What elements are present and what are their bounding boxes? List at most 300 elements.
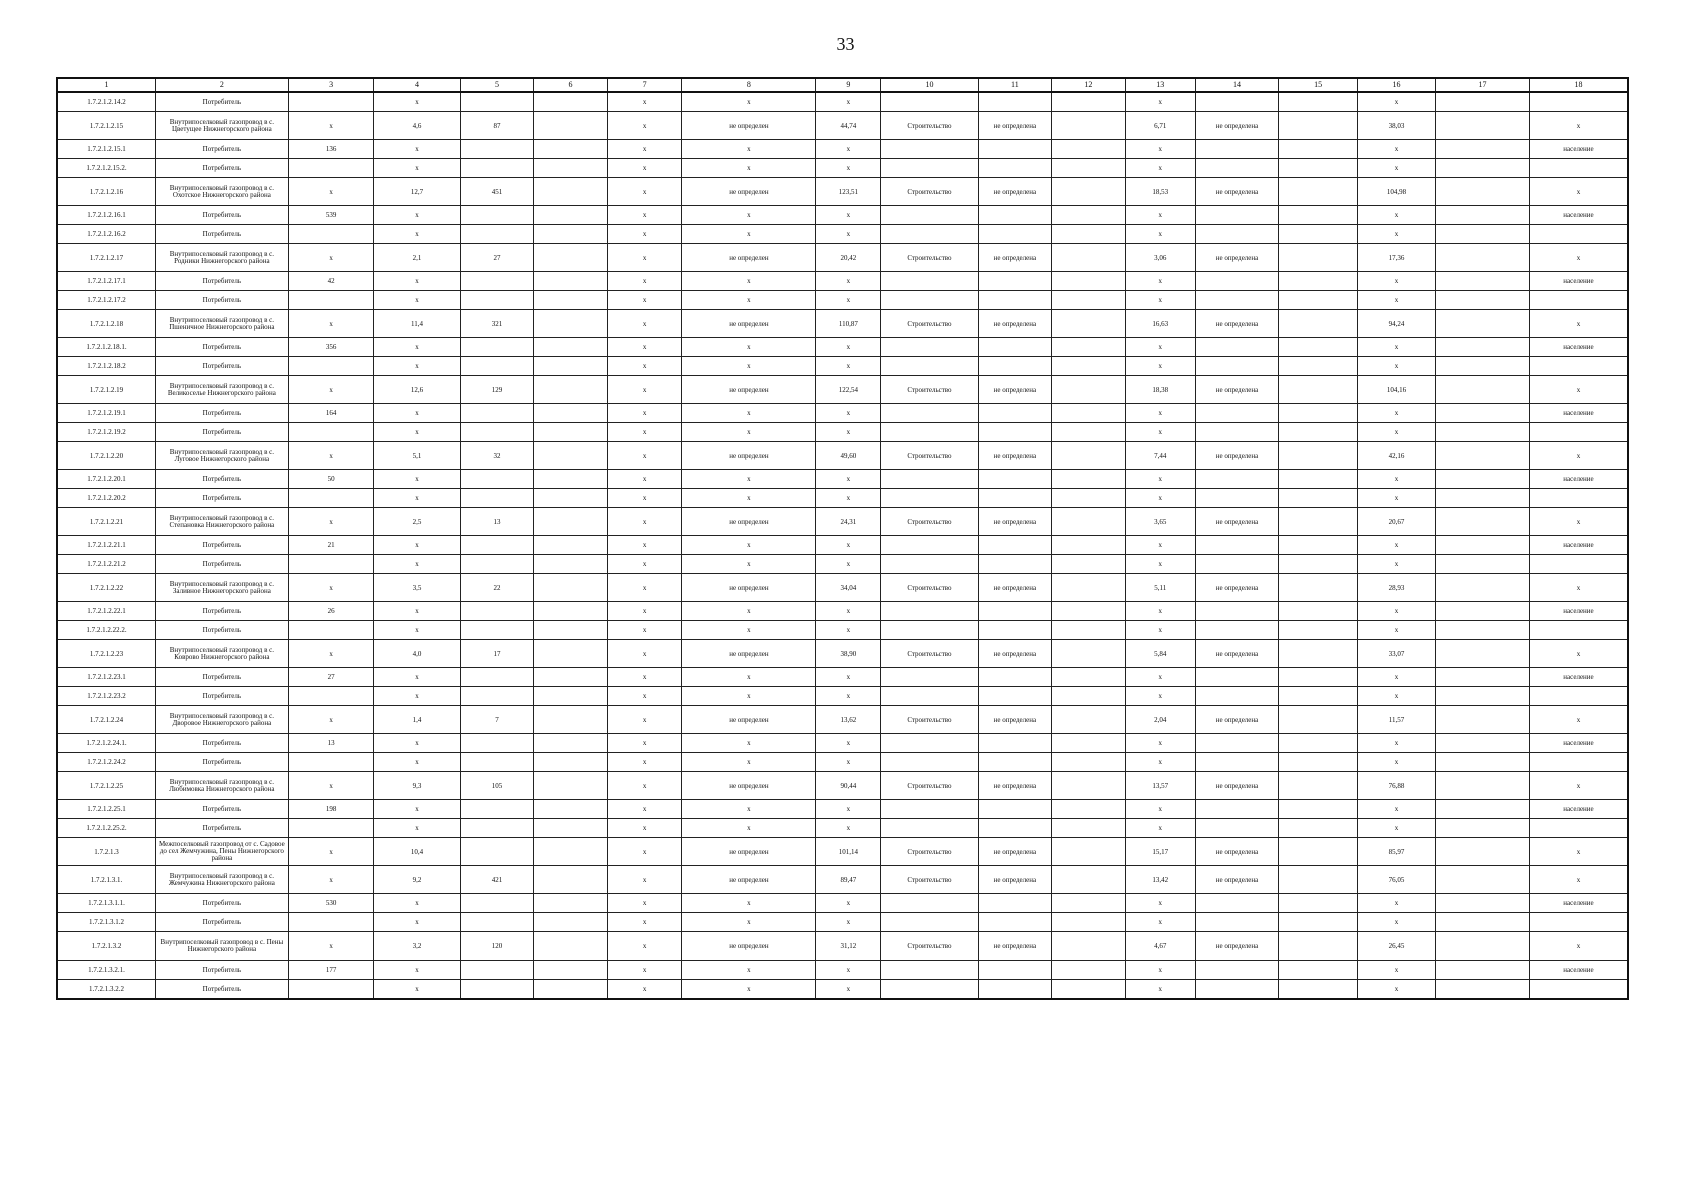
table-cell-col-1: 1.7.2.1.2.15.2. bbox=[57, 159, 155, 178]
table-cell-col-9: 110,87 bbox=[816, 310, 881, 338]
table-cell-col-12 bbox=[1052, 442, 1126, 470]
table-cell-col-10 bbox=[881, 602, 978, 621]
table-cell-col-1: 1.7.2.1.2.22.1 bbox=[57, 602, 155, 621]
table-cell-col-9: 49,60 bbox=[816, 442, 881, 470]
table-cell-col-2: Внутрипоселковый газопровод в с. Жемчужина Нижнегорского района bbox=[155, 866, 288, 894]
table-cell-col-4: 11,4 bbox=[374, 310, 460, 338]
table-cell-col-9: x bbox=[816, 159, 881, 178]
table-cell-col-7: x bbox=[607, 866, 682, 894]
table-cell-col-12 bbox=[1052, 423, 1126, 442]
table-cell-col-4: 10,4 bbox=[374, 838, 460, 866]
table-cell-col-7: x bbox=[607, 206, 682, 225]
table-cell-col-1: 1.7.2.1.2.23.2 bbox=[57, 687, 155, 706]
table-cell-col-12 bbox=[1052, 206, 1126, 225]
table-cell-col-7: x bbox=[607, 753, 682, 772]
table-cell-col-2: Потребитель bbox=[155, 338, 288, 357]
table-cell-col-4: 3,2 bbox=[374, 932, 460, 961]
table-cell-col-6 bbox=[534, 838, 608, 866]
table-cell-col-2: Внутрипоселковый газопровод в с. Любимовка Нижнегорского района bbox=[155, 772, 288, 800]
table-cell-col-11 bbox=[978, 621, 1052, 640]
table-cell-col-13: 5,84 bbox=[1125, 640, 1195, 668]
column-number-13: 13 bbox=[1125, 78, 1195, 92]
table-cell-col-11 bbox=[978, 272, 1052, 291]
table-cell-col-13: x bbox=[1125, 272, 1195, 291]
table-cell-col-6 bbox=[534, 819, 608, 838]
table-cell-col-12 bbox=[1052, 536, 1126, 555]
table-cell-col-2: Внутрипоселковый газопровод в с. Степановка Нижнегорского района bbox=[155, 508, 288, 536]
table-cell-col-2: Внутрипоселковый газопровод в с. Заливное Нижнегорского района bbox=[155, 574, 288, 602]
table-cell-col-5: 32 bbox=[460, 442, 534, 470]
table-cell-col-7: x bbox=[607, 932, 682, 961]
table-cell-col-1: 1.7.2.1.3.1.2 bbox=[57, 913, 155, 932]
table-cell-col-4: x bbox=[374, 404, 460, 423]
column-number-17: 17 bbox=[1435, 78, 1529, 92]
table-cell-col-2: Потребитель bbox=[155, 206, 288, 225]
table-cell-col-7: x bbox=[607, 404, 682, 423]
table-cell-col-9: x bbox=[816, 404, 881, 423]
table-cell-col-15 bbox=[1279, 819, 1358, 838]
table-cell-col-2: Внутрипоселковый газопровод в с. Коврово Нижнегорского района bbox=[155, 640, 288, 668]
table-cell-col-6 bbox=[534, 310, 608, 338]
table-cell-col-3: x bbox=[288, 244, 373, 272]
table-cell-col-1: 1.7.2.1.2.18 bbox=[57, 310, 155, 338]
table-cell-col-14: не определена bbox=[1195, 442, 1278, 470]
table-cell-col-6 bbox=[534, 800, 608, 819]
table-cell-col-7: x bbox=[607, 272, 682, 291]
table-cell-col-18: x bbox=[1529, 640, 1628, 668]
table-cell-col-3: 198 bbox=[288, 800, 373, 819]
table-cell-col-12 bbox=[1052, 508, 1126, 536]
table-row bbox=[57, 225, 1628, 244]
table-cell-col-16: 11,57 bbox=[1358, 706, 1436, 734]
table-row bbox=[57, 508, 1628, 536]
table-cell-col-15 bbox=[1279, 866, 1358, 894]
table-cell-col-4: x bbox=[374, 338, 460, 357]
table-cell-col-1: 1.7.2.1.2.23.1 bbox=[57, 668, 155, 687]
table-cell-col-4: x bbox=[374, 555, 460, 574]
table-cell-col-4: x bbox=[374, 819, 460, 838]
table-cell-col-8: не определен bbox=[682, 244, 816, 272]
table-cell-col-16: 28,93 bbox=[1358, 574, 1436, 602]
table-cell-col-1: 1.7.2.1.2.23 bbox=[57, 640, 155, 668]
table-cell-col-13: x bbox=[1125, 555, 1195, 574]
table-cell-col-4: 2,5 bbox=[374, 508, 460, 536]
table-cell-col-7: x bbox=[607, 489, 682, 508]
table-cell-col-17 bbox=[1435, 602, 1529, 621]
table-cell-col-12 bbox=[1052, 489, 1126, 508]
table-cell-col-2: Потребитель bbox=[155, 687, 288, 706]
table-cell-col-12 bbox=[1052, 470, 1126, 489]
table-cell-col-4: 9,2 bbox=[374, 866, 460, 894]
table-cell-col-16: 26,45 bbox=[1358, 932, 1436, 961]
table-cell-col-14 bbox=[1195, 961, 1278, 980]
table-cell-col-10 bbox=[881, 225, 978, 244]
table-cell-col-4: x bbox=[374, 357, 460, 376]
table-cell-col-16: x bbox=[1358, 140, 1436, 159]
table-cell-col-14 bbox=[1195, 92, 1278, 112]
table-cell-col-14: не определена bbox=[1195, 838, 1278, 866]
table-cell-col-3: x bbox=[288, 932, 373, 961]
table-cell-col-10 bbox=[881, 140, 978, 159]
table-cell-col-5 bbox=[460, 536, 534, 555]
table-cell-col-5: 17 bbox=[460, 640, 534, 668]
table-cell-col-5 bbox=[460, 800, 534, 819]
table-cell-col-8: не определен bbox=[682, 376, 816, 404]
table-cell-col-2: Внутрипоселковый газопровод в с. Охотское Нижнегорского района bbox=[155, 178, 288, 206]
table-cell-col-17 bbox=[1435, 961, 1529, 980]
table-cell-col-14 bbox=[1195, 159, 1278, 178]
table-cell-col-16: x bbox=[1358, 338, 1436, 357]
table-cell-col-1: 1.7.2.1.2.21.1 bbox=[57, 536, 155, 555]
table-cell-col-14 bbox=[1195, 894, 1278, 913]
column-number-18: 18 bbox=[1529, 78, 1628, 92]
table-body bbox=[57, 92, 1628, 999]
table-row bbox=[57, 602, 1628, 621]
table-cell-col-12 bbox=[1052, 753, 1126, 772]
table-cell-col-6 bbox=[534, 536, 608, 555]
table-cell-col-18 bbox=[1529, 159, 1628, 178]
table-cell-col-1: 1.7.2.1.2.22.2. bbox=[57, 621, 155, 640]
table-cell-col-7: x bbox=[607, 357, 682, 376]
column-number-1: 1 bbox=[57, 78, 155, 92]
table-cell-col-11 bbox=[978, 819, 1052, 838]
table-cell-col-9: x bbox=[816, 291, 881, 310]
table-cell-col-6 bbox=[534, 159, 608, 178]
table-cell-col-7: x bbox=[607, 536, 682, 555]
table-cell-col-9: 89,47 bbox=[816, 866, 881, 894]
table-row bbox=[57, 291, 1628, 310]
table-cell-col-17 bbox=[1435, 470, 1529, 489]
table-cell-col-17 bbox=[1435, 838, 1529, 866]
table-cell-col-5: 87 bbox=[460, 112, 534, 140]
table-cell-col-1: 1.7.2.1.2.25 bbox=[57, 772, 155, 800]
table-cell-col-6 bbox=[534, 291, 608, 310]
table-cell-col-11 bbox=[978, 734, 1052, 753]
table-row bbox=[57, 442, 1628, 470]
table-cell-col-15 bbox=[1279, 338, 1358, 357]
table-cell-col-17 bbox=[1435, 404, 1529, 423]
table-cell-col-3: x bbox=[288, 838, 373, 866]
table-cell-col-8: x bbox=[682, 734, 816, 753]
table-cell-col-9: x bbox=[816, 894, 881, 913]
table-cell-col-8: не определен bbox=[682, 442, 816, 470]
table-cell-col-17 bbox=[1435, 668, 1529, 687]
table-row bbox=[57, 980, 1628, 1000]
table-cell-col-12 bbox=[1052, 291, 1126, 310]
table-cell-col-12 bbox=[1052, 159, 1126, 178]
table-cell-col-1: 1.7.2.1.3.2.1. bbox=[57, 961, 155, 980]
table-cell-col-3: 42 bbox=[288, 272, 373, 291]
table-cell-col-13: 4,67 bbox=[1125, 932, 1195, 961]
table-cell-col-17 bbox=[1435, 866, 1529, 894]
table-cell-col-16: x bbox=[1358, 621, 1436, 640]
table-cell-col-17 bbox=[1435, 640, 1529, 668]
table-cell-col-8: x bbox=[682, 602, 816, 621]
table-cell-col-11 bbox=[978, 225, 1052, 244]
table-row bbox=[57, 244, 1628, 272]
table-cell-col-17 bbox=[1435, 310, 1529, 338]
table-cell-col-9: x bbox=[816, 92, 881, 112]
table-cell-col-11: не определена bbox=[978, 932, 1052, 961]
table-cell-col-15 bbox=[1279, 404, 1358, 423]
table-cell-col-12 bbox=[1052, 244, 1126, 272]
column-number-7: 7 bbox=[607, 78, 682, 92]
table-cell-col-2: Потребитель bbox=[155, 668, 288, 687]
table-cell-col-10 bbox=[881, 423, 978, 442]
table-cell-col-18: население bbox=[1529, 894, 1628, 913]
table-cell-col-9: x bbox=[816, 272, 881, 291]
table-cell-col-18: население bbox=[1529, 800, 1628, 819]
table-cell-col-5 bbox=[460, 357, 534, 376]
table-cell-col-5 bbox=[460, 687, 534, 706]
table-cell-col-17 bbox=[1435, 423, 1529, 442]
table-cell-col-1: 1.7.2.1.3.1. bbox=[57, 866, 155, 894]
table-cell-col-8: x bbox=[682, 980, 816, 1000]
table-cell-col-13: x bbox=[1125, 159, 1195, 178]
table-cell-col-8: не определен bbox=[682, 838, 816, 866]
table-cell-col-8: x bbox=[682, 291, 816, 310]
table-cell-col-1: 1.7.2.1.2.16.1 bbox=[57, 206, 155, 225]
table-cell-col-9: 38,90 bbox=[816, 640, 881, 668]
table-cell-col-7: x bbox=[607, 159, 682, 178]
table-cell-col-2: Потребитель bbox=[155, 536, 288, 555]
table-cell-col-5 bbox=[460, 291, 534, 310]
table-cell-col-1: 1.7.2.1.2.24 bbox=[57, 706, 155, 734]
table-cell-col-4: 12,7 bbox=[374, 178, 460, 206]
table-cell-col-5 bbox=[460, 753, 534, 772]
table-cell-col-3: 26 bbox=[288, 602, 373, 621]
table-cell-col-4: x bbox=[374, 621, 460, 640]
table-cell-col-5: 451 bbox=[460, 178, 534, 206]
table-cell-col-3 bbox=[288, 819, 373, 838]
table-cell-col-2: Внутрипоселковый газопровод в с. Луговое Нижнегорского района bbox=[155, 442, 288, 470]
table-cell-col-2: Потребитель bbox=[155, 423, 288, 442]
table-cell-col-17 bbox=[1435, 536, 1529, 555]
table-cell-col-10: Строительство bbox=[881, 310, 978, 338]
table-row bbox=[57, 310, 1628, 338]
table-cell-col-13: x bbox=[1125, 357, 1195, 376]
table-cell-col-2: Потребитель bbox=[155, 621, 288, 640]
table-cell-col-5 bbox=[460, 92, 534, 112]
table-cell-col-15 bbox=[1279, 178, 1358, 206]
table-cell-col-3: x bbox=[288, 866, 373, 894]
table-cell-col-1: 1.7.2.1.2.22 bbox=[57, 574, 155, 602]
table-cell-col-17 bbox=[1435, 621, 1529, 640]
table-cell-col-10: Строительство bbox=[881, 376, 978, 404]
table-cell-col-11 bbox=[978, 980, 1052, 1000]
table-cell-col-17 bbox=[1435, 894, 1529, 913]
table-cell-col-16: 104,16 bbox=[1358, 376, 1436, 404]
table-cell-col-5 bbox=[460, 272, 534, 291]
table-cell-col-17 bbox=[1435, 980, 1529, 1000]
table-cell-col-5 bbox=[460, 404, 534, 423]
table-cell-col-4: x bbox=[374, 470, 460, 489]
table-cell-col-17 bbox=[1435, 140, 1529, 159]
table-cell-col-6 bbox=[534, 508, 608, 536]
table-cell-col-2: Потребитель bbox=[155, 753, 288, 772]
table-cell-col-12 bbox=[1052, 621, 1126, 640]
table-cell-col-15 bbox=[1279, 640, 1358, 668]
table-cell-col-2: Потребитель bbox=[155, 734, 288, 753]
table-cell-col-1: 1.7.2.1.2.15.1 bbox=[57, 140, 155, 159]
table-cell-col-7: x bbox=[607, 980, 682, 1000]
table-cell-col-4: 3,5 bbox=[374, 574, 460, 602]
table-cell-col-10: Строительство bbox=[881, 442, 978, 470]
table-cell-col-4: x bbox=[374, 206, 460, 225]
table-cell-col-7: x bbox=[607, 470, 682, 489]
table-cell-col-12 bbox=[1052, 178, 1126, 206]
table-cell-col-9: x bbox=[816, 961, 881, 980]
table-cell-col-7: x bbox=[607, 92, 682, 112]
table-cell-col-7: x bbox=[607, 338, 682, 357]
table-cell-col-16: 104,98 bbox=[1358, 178, 1436, 206]
table-cell-col-10 bbox=[881, 206, 978, 225]
table-cell-col-13: 6,71 bbox=[1125, 112, 1195, 140]
table-cell-col-4: 12,6 bbox=[374, 376, 460, 404]
table-cell-col-12 bbox=[1052, 112, 1126, 140]
table-cell-col-5: 321 bbox=[460, 310, 534, 338]
table-cell-col-9: x bbox=[816, 753, 881, 772]
table-cell-col-8: не определен bbox=[682, 178, 816, 206]
table-cell-col-15 bbox=[1279, 772, 1358, 800]
table-row bbox=[57, 772, 1628, 800]
table-cell-col-7: x bbox=[607, 687, 682, 706]
table-cell-col-15 bbox=[1279, 913, 1358, 932]
table-cell-col-13: 7,44 bbox=[1125, 442, 1195, 470]
table-row bbox=[57, 92, 1628, 112]
column-number-3: 3 bbox=[288, 78, 373, 92]
table-cell-col-12 bbox=[1052, 92, 1126, 112]
table-row bbox=[57, 470, 1628, 489]
table-cell-col-10 bbox=[881, 555, 978, 574]
table-cell-col-8: x bbox=[682, 819, 816, 838]
table-cell-col-12 bbox=[1052, 838, 1126, 866]
table-cell-col-16: x bbox=[1358, 489, 1436, 508]
table-cell-col-15 bbox=[1279, 489, 1358, 508]
table-cell-col-4: 4,6 bbox=[374, 112, 460, 140]
table-cell-col-9: 20,42 bbox=[816, 244, 881, 272]
table-cell-col-16: x bbox=[1358, 753, 1436, 772]
table-cell-col-18 bbox=[1529, 819, 1628, 838]
table-cell-col-15 bbox=[1279, 706, 1358, 734]
table-cell-col-1: 1.7.2.1.3 bbox=[57, 838, 155, 866]
table-cell-col-2: Потребитель bbox=[155, 159, 288, 178]
table-cell-col-1: 1.7.2.1.2.17.1 bbox=[57, 272, 155, 291]
table-cell-col-14: не определена bbox=[1195, 640, 1278, 668]
table-cell-col-5 bbox=[460, 225, 534, 244]
table-cell-col-10 bbox=[881, 961, 978, 980]
table-cell-col-10 bbox=[881, 687, 978, 706]
table-cell-col-16: x bbox=[1358, 800, 1436, 819]
table-cell-col-13: x bbox=[1125, 92, 1195, 112]
table-cell-col-5 bbox=[460, 913, 534, 932]
table-cell-col-13: 3,06 bbox=[1125, 244, 1195, 272]
table-cell-col-16: 17,36 bbox=[1358, 244, 1436, 272]
table-cell-col-15 bbox=[1279, 932, 1358, 961]
table-cell-col-10 bbox=[881, 819, 978, 838]
table-cell-col-4: 2,1 bbox=[374, 244, 460, 272]
table-cell-col-10: Строительство bbox=[881, 112, 978, 140]
table-cell-col-14: не определена bbox=[1195, 310, 1278, 338]
table-cell-col-12 bbox=[1052, 961, 1126, 980]
table-cell-col-14 bbox=[1195, 140, 1278, 159]
table-cell-col-12 bbox=[1052, 272, 1126, 291]
table-cell-col-1: 1.7.2.1.3.2.2 bbox=[57, 980, 155, 1000]
table-cell-col-6 bbox=[534, 961, 608, 980]
table-cell-col-12 bbox=[1052, 140, 1126, 159]
table-cell-col-6 bbox=[534, 423, 608, 442]
table-cell-col-15 bbox=[1279, 980, 1358, 1000]
table-cell-col-13: x bbox=[1125, 404, 1195, 423]
table-cell-col-18: x bbox=[1529, 178, 1628, 206]
table-cell-col-3 bbox=[288, 753, 373, 772]
table-cell-col-13: x bbox=[1125, 536, 1195, 555]
table-cell-col-15 bbox=[1279, 574, 1358, 602]
table-cell-col-7: x bbox=[607, 800, 682, 819]
table-cell-col-11 bbox=[978, 800, 1052, 819]
table-cell-col-14 bbox=[1195, 913, 1278, 932]
table-cell-col-12 bbox=[1052, 574, 1126, 602]
table-cell-col-17 bbox=[1435, 734, 1529, 753]
table-cell-col-7: x bbox=[607, 772, 682, 800]
table-cell-col-3: 21 bbox=[288, 536, 373, 555]
table-row bbox=[57, 574, 1628, 602]
table-row bbox=[57, 489, 1628, 508]
table-cell-col-6 bbox=[534, 376, 608, 404]
table-cell-col-7: x bbox=[607, 291, 682, 310]
table-cell-col-13: x bbox=[1125, 961, 1195, 980]
table-cell-col-15 bbox=[1279, 621, 1358, 640]
table-cell-col-1: 1.7.2.1.2.14.2 bbox=[57, 92, 155, 112]
table-cell-col-8: x bbox=[682, 555, 816, 574]
table-cell-col-7: x bbox=[607, 913, 682, 932]
table-cell-col-13: 13,42 bbox=[1125, 866, 1195, 894]
table-cell-col-11 bbox=[978, 894, 1052, 913]
table-cell-col-4: x bbox=[374, 536, 460, 555]
table-cell-col-18: население bbox=[1529, 961, 1628, 980]
column-number-8: 8 bbox=[682, 78, 816, 92]
table-cell-col-6 bbox=[534, 178, 608, 206]
table-cell-col-11: не определена bbox=[978, 772, 1052, 800]
table-cell-col-16: x bbox=[1358, 206, 1436, 225]
table-cell-col-7: x bbox=[607, 140, 682, 159]
table-cell-col-2: Потребитель bbox=[155, 800, 288, 819]
column-number-6: 6 bbox=[534, 78, 608, 92]
table-row bbox=[57, 112, 1628, 140]
table-cell-col-10 bbox=[881, 800, 978, 819]
table-cell-col-16: x bbox=[1358, 687, 1436, 706]
table-cell-col-3 bbox=[288, 159, 373, 178]
table-cell-col-16: x bbox=[1358, 555, 1436, 574]
column-number-15: 15 bbox=[1279, 78, 1358, 92]
table-cell-col-8: x bbox=[682, 470, 816, 489]
table-cell-col-10 bbox=[881, 404, 978, 423]
table-cell-col-8: не определен bbox=[682, 866, 816, 894]
table-cell-col-6 bbox=[534, 404, 608, 423]
table-cell-col-13: x bbox=[1125, 734, 1195, 753]
table-cell-col-6 bbox=[534, 357, 608, 376]
table-cell-col-12 bbox=[1052, 734, 1126, 753]
table-cell-col-10 bbox=[881, 357, 978, 376]
table-cell-col-7: x bbox=[607, 225, 682, 244]
table-cell-col-15 bbox=[1279, 753, 1358, 772]
table-cell-col-2: Потребитель bbox=[155, 92, 288, 112]
table-row bbox=[57, 913, 1628, 932]
table-cell-col-2: Внутрипоселковый газопровод в с. Пены Нижнегорского района bbox=[155, 932, 288, 961]
table-cell-col-18: население bbox=[1529, 140, 1628, 159]
table-cell-col-10 bbox=[881, 621, 978, 640]
table-row bbox=[57, 621, 1628, 640]
